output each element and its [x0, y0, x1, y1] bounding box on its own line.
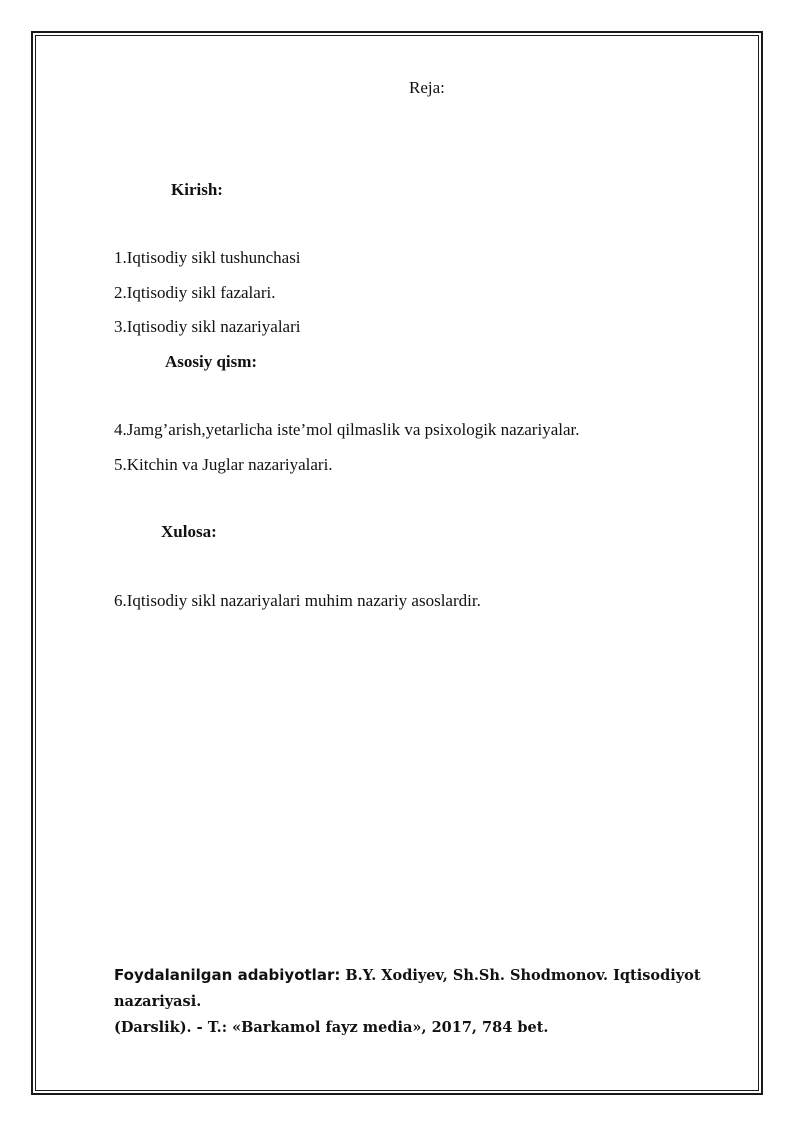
references-text-line2: (Darslik). - T.: «Barkamol fayz media», 2017, 784 bet. [114, 1019, 549, 1036]
plan-item-1: 1.Iqtisodiy sikl tushunchasi [114, 248, 301, 267]
section-heading-conclusion: Xulosa: [161, 522, 217, 541]
plan-item-6: 6.Iqtisodiy sikl nazariyalari muhim nazariy asoslardir. [114, 591, 481, 610]
plan-item-5: 5.Kitchin va Juglar nazariyalari. [114, 455, 333, 474]
plan-item-4: 4.Jamg’arish,yetarlicha iste’mol qilmaslik va psixologik nazariyalar. [114, 420, 580, 439]
section-heading-main: Asosiy qism: [165, 352, 258, 371]
section-heading-intro: Kirish: [171, 180, 223, 199]
plan-item-3: 3.Iqtisodiy sikl nazariyalari [114, 317, 301, 336]
page-title: Reja: [409, 78, 445, 97]
references-label: Foydalanilgan adabiyotlar: [114, 966, 341, 984]
references-block [114, 962, 754, 1041]
references-text-line1: B.Y. Xodiyev, Sh.Sh. Shodmonov. Iqtisodiyot nazariyasi. [114, 967, 701, 1010]
plan-item-2: 2.Iqtisodiy sikl fazalari. [114, 283, 276, 302]
page-border [32, 32, 762, 1094]
